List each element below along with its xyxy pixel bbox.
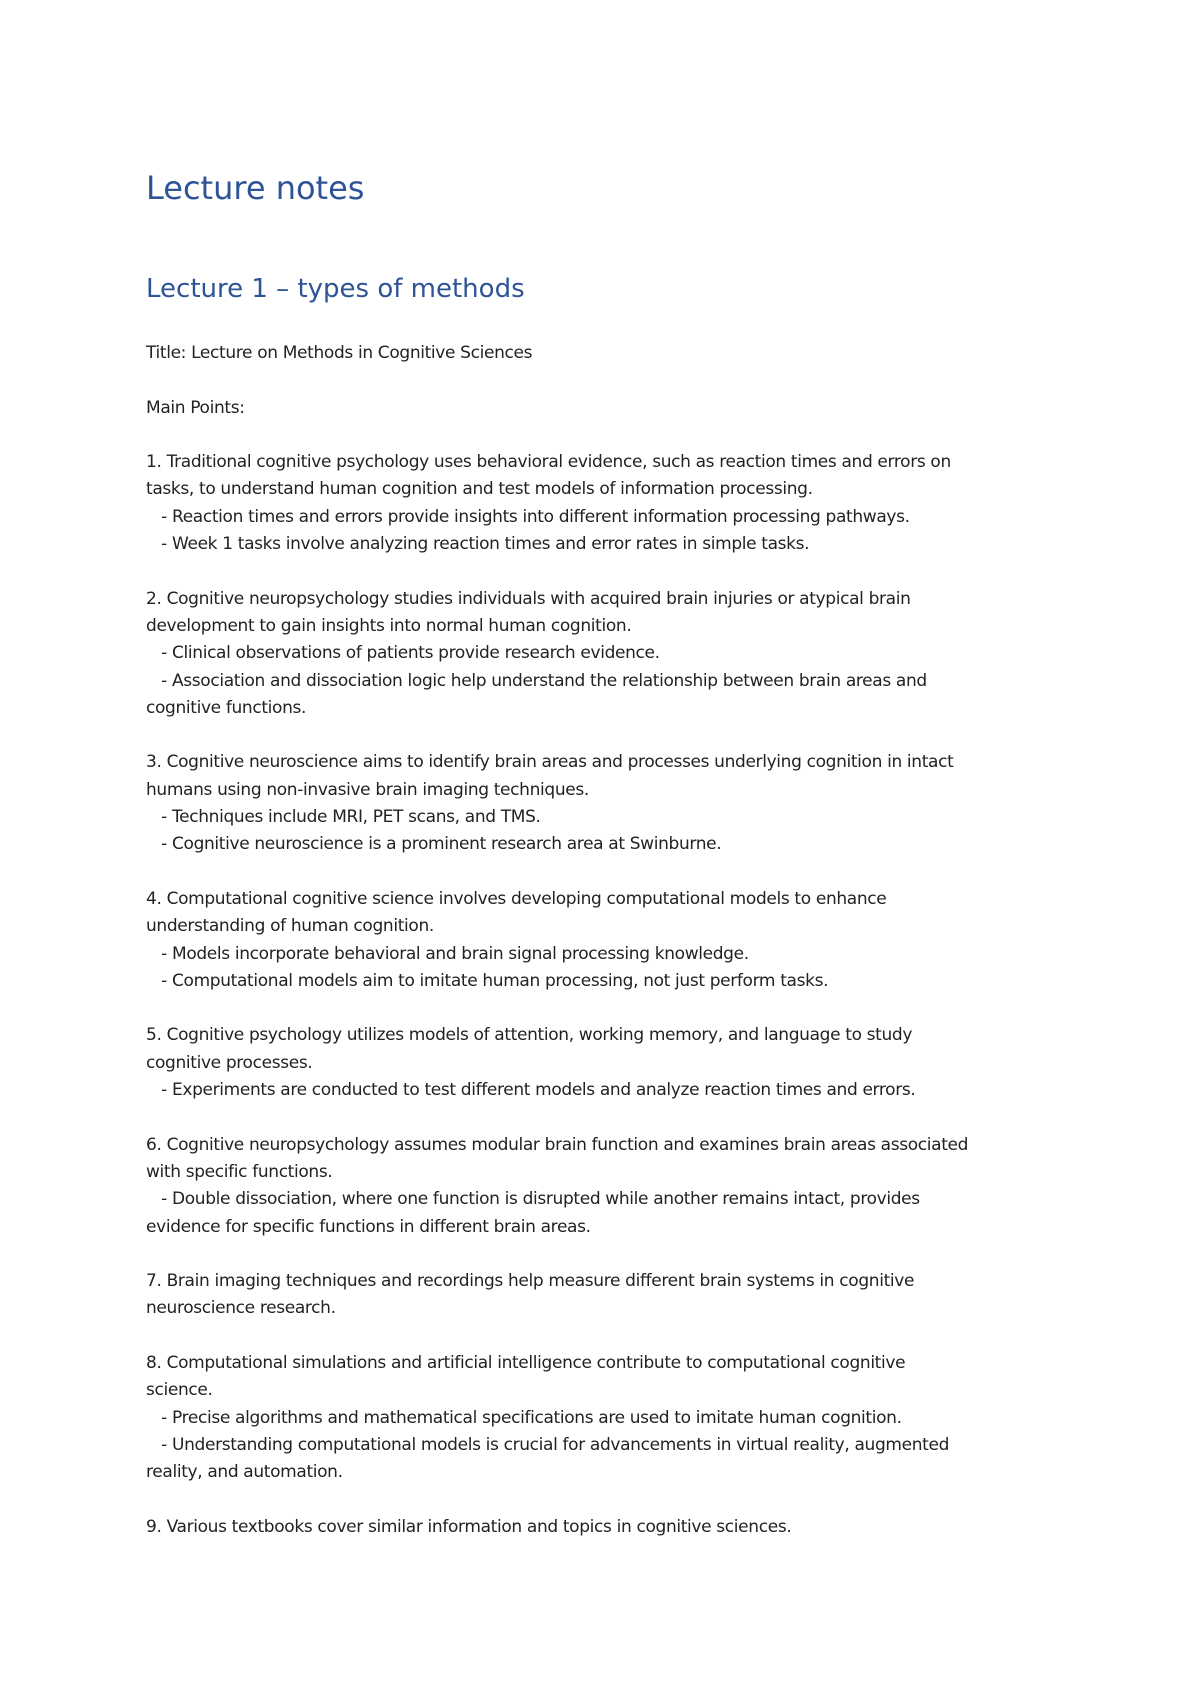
text-line: - Association and dissociation logic help understand the relationship between brain areas and bbox=[146, 670, 927, 691]
text-line: tasks, to understand human cognition and test models of information processing. bbox=[146, 479, 813, 500]
text-line: Title: Lecture on Methods in Cognitive Sciences bbox=[146, 343, 533, 363]
text-line: - Understanding computational models is crucial for advancements in virtual reality, augmented bbox=[146, 1434, 950, 1455]
text-line: Main Points: bbox=[146, 397, 245, 418]
blank-line bbox=[146, 1486, 1066, 1513]
blank-line bbox=[146, 1323, 1066, 1350]
blank-line bbox=[146, 995, 1066, 1022]
text-line: - Computational models aim to imitate human processing, not just perform tasks. bbox=[146, 970, 829, 991]
blank-line bbox=[146, 558, 1066, 585]
blank-line bbox=[146, 859, 1066, 886]
text-line: - Reaction times and errors provide insights into different information processing pathways. bbox=[146, 506, 910, 527]
body-text bbox=[146, 340, 1066, 1541]
blank-line bbox=[146, 422, 1066, 449]
text-line: - Techniques include MRI, PET scans, and TMS. bbox=[146, 807, 541, 828]
text-line: evidence for specific functions in different brain areas. bbox=[146, 1216, 591, 1237]
text-line: 9. Various textbooks cover similar information and topics in cognitive sciences. bbox=[146, 1516, 792, 1537]
text-line: 5. Cognitive psychology utilizes models of attention, working memory, and language to study bbox=[146, 1025, 913, 1046]
text-line: neuroscience research. bbox=[146, 1298, 336, 1319]
text-line: 4. Computational cognitive science involves developing computational models to enhance bbox=[146, 888, 887, 909]
text-line: with specific functions. bbox=[146, 1161, 333, 1182]
text-line: 6. Cognitive neuropsychology assumes modular brain function and examines brain areas associated bbox=[146, 1134, 969, 1155]
text-line: - Clinical observations of patients provide research evidence. bbox=[146, 643, 660, 664]
text-line: 1. Traditional cognitive psychology uses behavioral evidence, such as reaction times and errors on bbox=[146, 452, 951, 473]
text-line: 8. Computational simulations and artificial intelligence contribute to computational cognitive bbox=[146, 1352, 906, 1373]
blank-line bbox=[146, 1104, 1066, 1131]
text-line: - Double dissociation, where one function is disrupted while another remains intact, provides bbox=[146, 1189, 920, 1210]
text-line: - Experiments are conducted to test different models and analyze reaction times and errors. bbox=[146, 1080, 916, 1101]
text-line: - Precise algorithms and mathematical specifications are used to imitate human cognition. bbox=[146, 1407, 902, 1428]
text-line: cognitive functions. bbox=[146, 697, 307, 718]
section-heading: Lecture 1 – types of methods bbox=[146, 274, 525, 304]
text-line: cognitive processes. bbox=[146, 1052, 313, 1073]
text-line: humans using non-invasive brain imaging techniques. bbox=[146, 779, 589, 800]
text-line: 7. Brain imaging techniques and recordings help measure different brain systems in cognitive bbox=[146, 1271, 915, 1292]
text-line: 3. Cognitive neuroscience aims to identify brain areas and processes underlying cognition in intact bbox=[146, 752, 954, 773]
text-line: development to gain insights into normal human cognition. bbox=[146, 615, 632, 636]
text-line: reality, and automation. bbox=[146, 1462, 343, 1483]
text-line: 2. Cognitive neuropsychology studies individuals with acquired brain injuries or atypical brain bbox=[146, 588, 911, 609]
text-line: - Models incorporate behavioral and brain signal processing knowledge. bbox=[146, 943, 749, 964]
text-line: understanding of human cognition. bbox=[146, 916, 434, 937]
blank-line bbox=[146, 722, 1066, 749]
text-line: - Cognitive neuroscience is a prominent research area at Swinburne. bbox=[146, 834, 722, 855]
blank-line bbox=[146, 1241, 1066, 1268]
text-line: - Week 1 tasks involve analyzing reaction times and error rates in simple tasks. bbox=[146, 534, 810, 555]
blank-line bbox=[146, 367, 1066, 394]
text-line: science. bbox=[146, 1380, 213, 1401]
document-title: Lecture notes bbox=[146, 169, 365, 207]
